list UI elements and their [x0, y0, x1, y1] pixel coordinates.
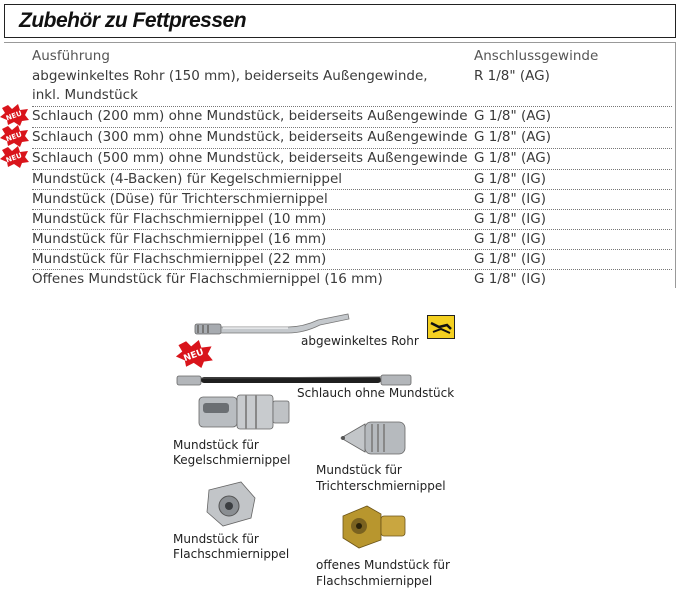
product-image-panel: [165, 298, 525, 608]
description-line-1: abgewinkeltes Rohr (150 mm), beiderseits Außengewinde,: [32, 68, 428, 84]
cell-description: Mundstück für Flachschmiernippel (22 mm): [32, 251, 327, 267]
cell-description: Offenes Mundstück für Flachschmiernippel (16 mm): [32, 271, 383, 287]
table-row: [32, 250, 672, 270]
cell-thread: G 1/8" (AG): [474, 108, 551, 124]
cell-description: Schlauch (300 mm) ohne Mundstück, beiderseits Außengewinde: [32, 129, 468, 145]
new-badge: [173, 340, 217, 368]
cell-thread: G 1/8" (IG): [474, 271, 546, 287]
caption-flat-nipple-1: Mundstück für: [173, 532, 259, 546]
svg-text:NEU: NEU: [4, 151, 24, 165]
cell-thread: G 1/8" (IG): [474, 251, 546, 267]
table-row: [32, 149, 672, 170]
cell-thread: G 1/8" (AG): [474, 129, 551, 145]
new-badge: [0, 125, 30, 147]
caption-open-flat-nipple-1: offenes Mundstück für: [316, 558, 450, 572]
caption-funnel-nipple-1: Mundstück für: [316, 463, 402, 477]
nozzle-image: [337, 416, 409, 458]
caption-angled-pipe: abgewinkeltes Rohr: [301, 334, 419, 348]
svg-text:NEU: NEU: [4, 130, 24, 144]
caption-cone-nipple-1: Mundstück für: [173, 438, 259, 452]
svg-text:NEU: NEU: [4, 109, 24, 123]
title-bar: [4, 4, 676, 38]
flat-coupler-image: [201, 478, 261, 530]
cell-thread: G 1/8" (IG): [474, 171, 546, 187]
table-row: [32, 190, 672, 210]
cell-description: Mundstück für Flachschmiernippel (16 mm): [32, 231, 327, 247]
cell-description: Schlauch (500 mm) ohne Mundstück, beiderseits Außengewinde: [32, 150, 468, 166]
caption-cone-nipple-2: Kegelschmiernippel: [173, 453, 291, 467]
table-row: [32, 210, 672, 230]
accessory-table: [4, 42, 676, 288]
table-row: [32, 170, 672, 190]
column-header-execution: Ausführung: [32, 48, 110, 64]
svg-text:NEU: NEU: [182, 347, 206, 365]
four-jaw-coupler-image: [193, 391, 293, 433]
table-row: [32, 270, 672, 289]
page-title: Zubehör zu Fettpressen: [19, 9, 247, 32]
cell-thread: R 1/8" (AG): [474, 68, 550, 84]
cell-thread: G 1/8" (AG): [474, 150, 551, 166]
cell-thread: G 1/8" (IG): [474, 191, 546, 207]
cell-description: [32, 67, 472, 105]
caption-funnel-nipple-2: Trichterschmiernippel: [316, 479, 446, 493]
table-row: [32, 230, 672, 250]
table-header-row: [32, 47, 672, 67]
table-row: [32, 107, 672, 128]
new-badge: [0, 104, 30, 126]
open-flat-coupler-image: [337, 500, 409, 552]
caption-open-flat-nipple-2: Flachschmiernippel: [316, 574, 433, 588]
cell-description: Mundstück für Flachschmiernippel (10 mm): [32, 211, 327, 227]
caption-hose: Schlauch ohne Mundstück: [297, 386, 455, 400]
column-header-thread: Anschlussgewinde: [474, 48, 599, 64]
new-badge: [0, 146, 30, 168]
cell-thread: G 1/8" (IG): [474, 231, 546, 247]
cell-description: Schlauch (200 mm) ohne Mundstück, beiderseits Außengewinde: [32, 108, 468, 124]
table-row: [32, 67, 672, 107]
wrench-tool-icon: [427, 315, 455, 339]
cell-description: Mundstück (Düse) für Trichterschmiernippel: [32, 191, 328, 207]
cell-thread: G 1/8" (IG): [474, 211, 546, 227]
cell-description: Mundstück (4-Backen) für Kegelschmiernippel: [32, 171, 342, 187]
table-row: [32, 128, 672, 149]
caption-flat-nipple-2: Flachschmiernippel: [173, 547, 290, 561]
description-line-2: inkl. Mundstück: [32, 87, 138, 103]
